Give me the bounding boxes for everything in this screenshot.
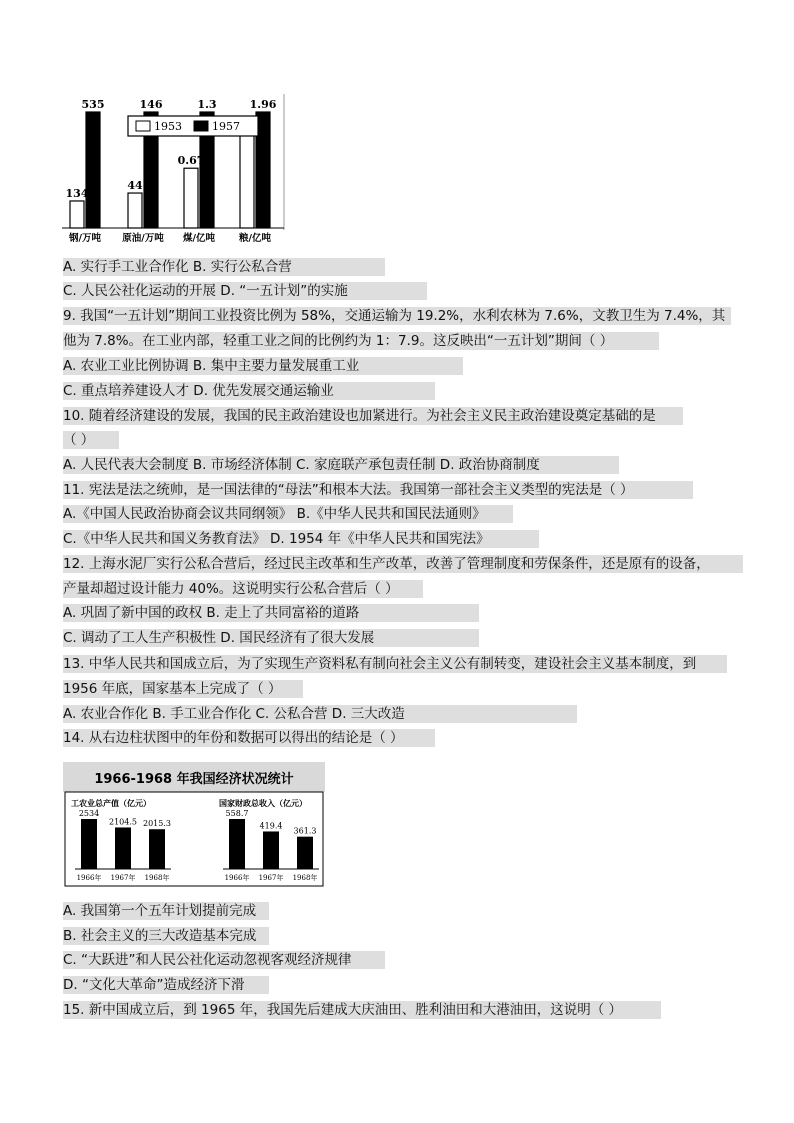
chart2-title: 1966-1968 年我国经济状况统计 [94,772,294,787]
question-line: A. 农业工业比例协调 B. 集中主要力量发展重工业 [63,357,463,375]
bar-value-label: 134 [65,186,89,200]
bar-value-label: 558.7 [225,809,249,818]
bar-value-label: 361.3 [293,826,317,836]
question-line: 1956 年底，国家基本上完成了（ ） [63,680,303,698]
bar [229,819,245,869]
year-label: 1968年 [144,874,170,882]
bar-value-label: 146 [139,98,163,111]
year-label: 1967年 [258,874,284,882]
question-line: A. 人民代表大会制度 B. 市场经济体制 C. 家庭联产承包责任制 D. 政治协商制度 [63,456,619,474]
question-line: A. 农业合作化 B. 手工业合作化 C. 公私合营 D. 三大改造 [63,705,577,723]
bar-value-label: 419.4 [259,821,283,831]
bar [263,831,279,869]
bar [297,837,313,869]
question-line: 14. 从右边柱状图中的年份和数据可以得出的结论是（ ） [63,729,435,747]
bar-1953 [70,201,84,228]
bar-value-label: 1.3 [197,98,217,111]
bar-value-label: 2534 [78,809,100,818]
legend-label-1957: 1957 [212,120,240,133]
bar-1953 [184,168,198,228]
bar-1957 [86,112,100,228]
question-line: 11. 宪法是法之统帅，是一国法律的“母法”和根本大法。我国第一部社会主义类型的宪法是（ ） [63,481,693,499]
category-label: 粮/亿吨 [239,233,271,244]
question-line: B. 社会主义的三大改造基本完成 [63,927,269,945]
question-line: C.《中华人民共和国义务教育法》 D. 1954 年《中华人民共和国宪法》 [63,530,539,548]
bar-1953 [128,193,142,228]
question-line: C. 重点培养建设人才 D. 优先发展交通运输业 [63,382,435,400]
category-label: 钢/万吨 [69,233,101,244]
question-line: 9. 我国“一五计划”期间工业投资比例为 58%，交通运输为 19.2%，水利农林为 7.6%，文教卫生为 7.4%，其 [63,307,731,325]
bar [81,819,97,869]
year-label: 1966年 [224,874,250,882]
panel-label: 工农业总产值（亿元） [71,799,151,808]
legend-swatch-1957 [194,121,208,131]
question-line: C. 人民公社化运动的开展 D. “一五计划”的实施 [63,282,427,300]
bar [149,829,165,869]
question-line: 13. 中华人民共和国成立后，为了实现生产资料私有制向社会主义公有制转变，建设社会主义基本制度，到 [63,655,727,673]
economy-1966-1968-chart [63,762,325,888]
category-label: 原油/万吨 [122,233,164,244]
question-line: C. 调动了工人生产积极性 D. 国民经济有了很大发展 [63,629,479,647]
question-line: 产量却超过设计能力 40%。这说明实行公私合营后（ ） [63,580,423,598]
bar-value-label: 2104.5 [109,817,137,827]
bar-value-label: 1.96 [249,98,277,111]
bar-value-label: 0.67 [177,154,205,168]
year-label: 1966年 [76,874,102,882]
year-label: 1968年 [292,874,318,882]
question-line: 15. 新中国成立后，到 1965 年，我国先后建成大庆油田、胜利油田和大港油田，这说明（ ） [63,1001,661,1019]
question-line: C. “大跃进”和人民公社化运动忽视客观经济规律 [63,951,385,969]
year-label: 1967年 [110,874,136,882]
bar-value-label: 535 [81,98,105,111]
legend-swatch-1953 [136,121,150,131]
production-bar-chart [60,92,290,244]
question-line: 10. 随着经济建设的发展，我国的民主政治建设也加紧进行。为社会主义民主政治建设奠定基础的是 [63,407,683,425]
question-line: A.《中国人民政治协商会议共同纲领》 B.《中华人民共和国民法通则》 [63,505,513,523]
category-label: 煤/亿吨 [183,233,215,244]
question-line: A. 巩固了新中国的政权 B. 走上了共同富裕的道路 [63,604,479,622]
chart1-legend [128,116,258,136]
question-line: A. 我国第一个五年计划提前完成 [63,902,269,920]
question-line: 12. 上海水泥厂实行公私合营后，经过民主改革和生产改革，改善了管理制度和劳保条件，还是原有的设备， [63,555,743,573]
bar-value-label: 2015.3 [143,819,171,829]
question-line: （ ） [63,431,119,449]
bar-1953 [240,133,254,228]
question-line: D. “文化大革命”造成经济下滑 [63,976,269,994]
question-line: A. 实行手工业合作化 B. 实行公私合营 [63,258,385,276]
question-line: 他为 7.8%。在工业内部，轻重工业之间的比例约为 1：7.9。这反映出“一五计划”期间（ ） [63,332,659,350]
legend-label-1953: 1953 [154,120,182,133]
bar-value-label: 44 [127,179,143,193]
bar [115,827,131,869]
panel-label: 国家财政总收入（亿元） [219,799,307,808]
